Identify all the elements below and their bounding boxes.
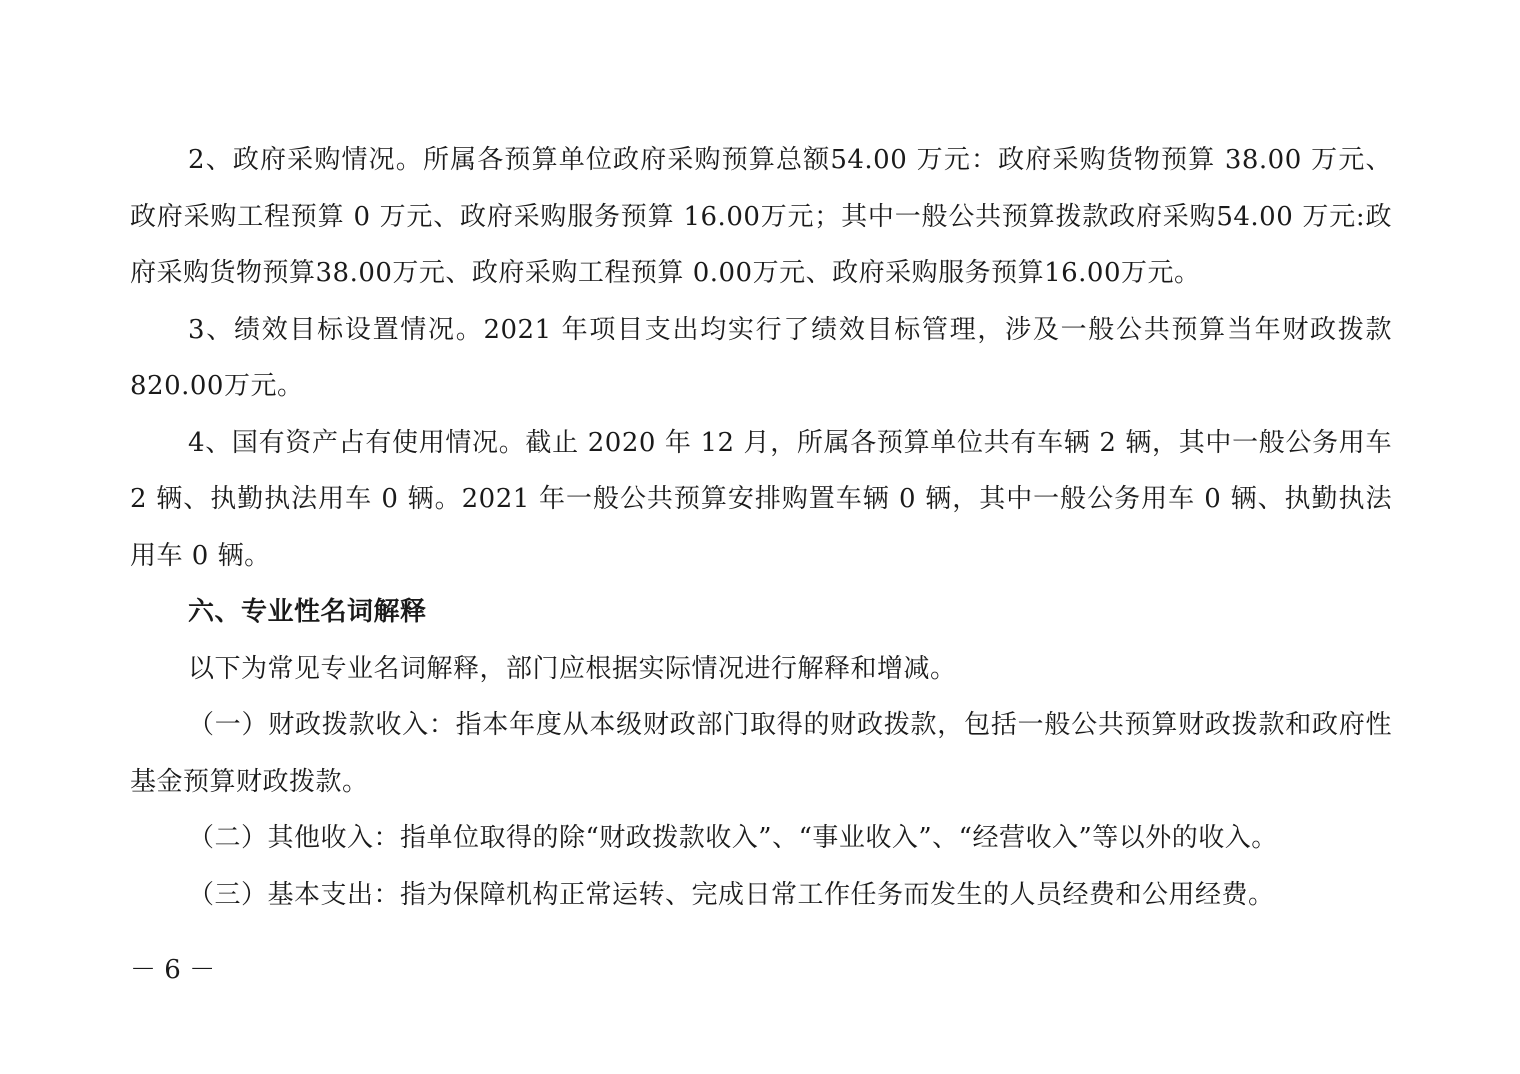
definition-fiscal-appropriation: （一）财政拨款收入：指本年度从本级财政部门取得的财政拨款，包括一般公共预算财政拨款和政府性基金预算财政拨款。 — [130, 710, 1392, 797]
paragraph-government-procurement: 2、政府采购情况。所属各预算单位政府采购预算总额54.00 万元：政府采购货物预算 38.00 万元、政府采购工程预算 0 万元、政府采购服务预算 16.00万元；其中一般公共预算拨款政府采购54.00 万元:政府采购货物预算38.00万元、政府采购工程预算 0.00万元、政府采购服务预算16.00万元。 — [130, 145, 1392, 288]
section-heading: 六、专业性名词解释 — [188, 597, 427, 627]
definition-other-income: （二）其他收入：指单位取得的除“财政拨款收入”、“事业收入”、“经营收入”等以外的收入。 — [188, 823, 1278, 853]
paragraph-state-assets: 4、国有资产占有使用情况。截止 2020 年 12 月，所属各预算单位共有车辆 2 辆，其中一般公务用车 2 辆、执勤执法用车 0 辆。2021 年一般公共预算安排购置车辆 0 辆，其中一般公务用车 0 辆、执勤执法用车 0 辆。 — [130, 427, 1392, 571]
page-number: － 6 － — [130, 955, 216, 985]
definition-basic-expenditure: （三）基本支出：指为保障机构正常运转、完成日常工作任务而发生的人员经费和公用经费。 — [188, 879, 1275, 910]
document-body — [130, 132, 1392, 923]
intro-paragraph: 以下为常见专业名词解释，部门应根据实际情况进行解释和增减。 — [188, 653, 957, 684]
paragraph-performance-targets: 3、绩效目标设置情况。2021 年项目支出均实行了绩效目标管理，涉及一般公共预算当年财政拨款 820.00万元。 — [130, 314, 1392, 401]
